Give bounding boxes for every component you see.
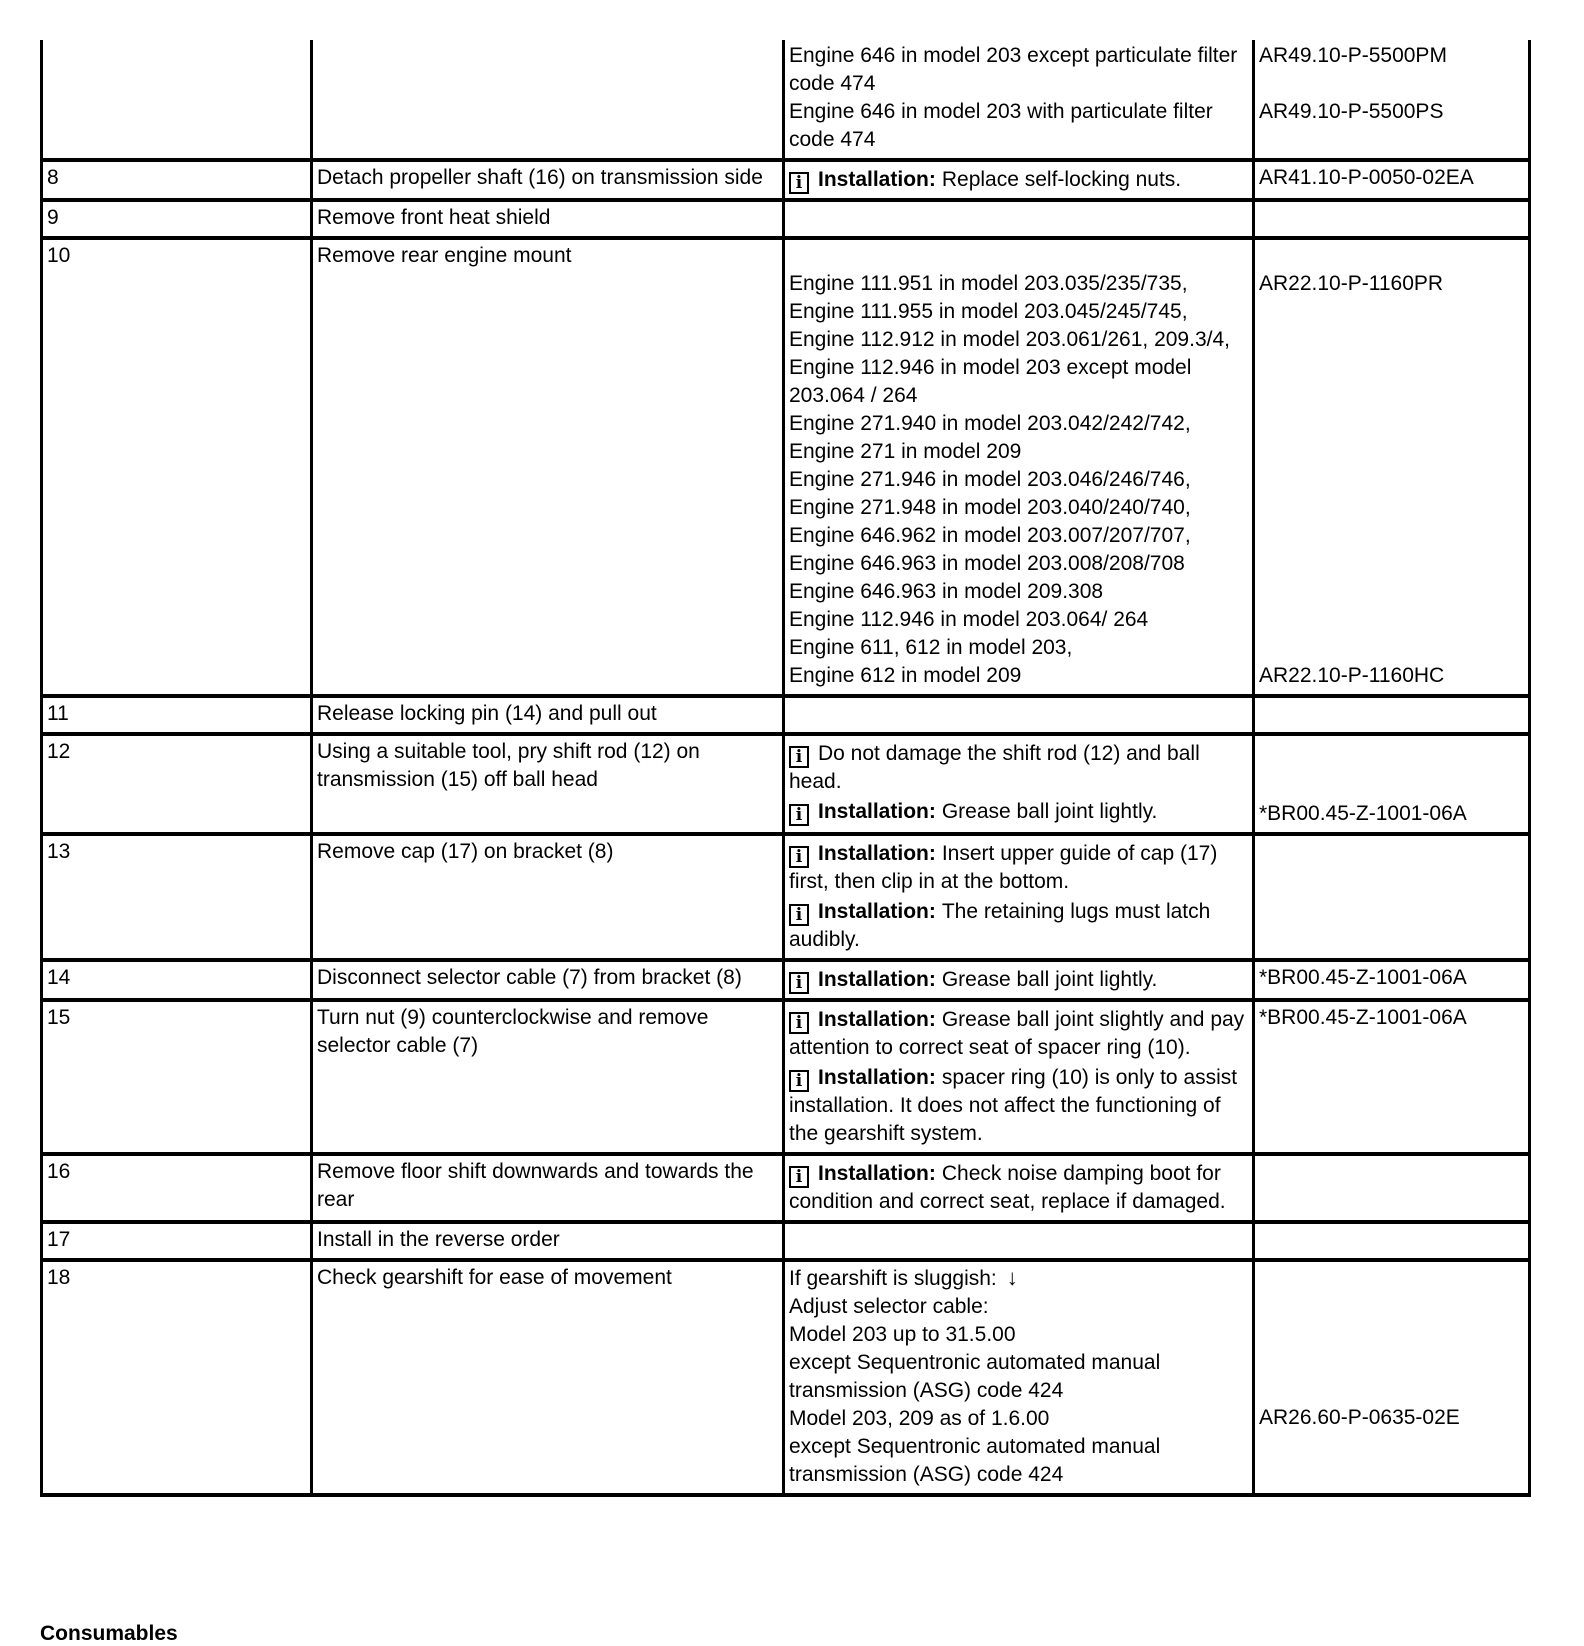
step-number: 17 [42, 1222, 312, 1260]
step-notes-cell [784, 1000, 1254, 1154]
step-ref-cell [1254, 834, 1530, 960]
step-action-cell [312, 40, 784, 160]
condition-line: If gearshift is sluggish: [789, 1267, 997, 1290]
table-row [42, 160, 1530, 200]
step-action: Remove front heat shield [312, 200, 784, 238]
engine-line: Engine 646.963 in model 203.008/208/708 [789, 552, 1185, 575]
installation-label: Installation: [818, 168, 936, 191]
step-ref-cell [1254, 1260, 1530, 1495]
note-text: spacer ring (10) is only to assist installation. It does not affect the functioning of the gearshift system. [789, 1066, 1238, 1145]
step-number: 10 [42, 238, 312, 696]
step-notes-cell [784, 960, 1254, 1000]
step-action: Check gearshift for ease of movement [312, 1260, 784, 1495]
step-action: Remove cap (17) on bracket (8) [312, 834, 784, 960]
step-notes-cell [784, 200, 1254, 238]
step-number: 18 [42, 1260, 312, 1495]
table-row [42, 1154, 1530, 1222]
step-ref-cell [1254, 960, 1530, 1000]
step-ref-cell [1254, 40, 1530, 160]
note-text: Grease ball joint slightly and pay attention to correct seat of spacer ring (10). [789, 1008, 1245, 1059]
step-action: Disconnect selector cable (7) from bracket (8) [312, 960, 784, 1000]
installation-label: Installation: [818, 900, 936, 923]
table-row [42, 1000, 1530, 1154]
step-ref-cell [1254, 160, 1530, 200]
engine-line: Engine 112.946 in model 203.064/ 264 [789, 608, 1149, 631]
condition-line: Model 203, 209 as of 1.6.00 [789, 1407, 1050, 1430]
step-notes-cell [784, 160, 1254, 200]
table-row [42, 238, 1530, 696]
step-action: Remove floor shift downwards and towards the rear [312, 1154, 784, 1222]
step-notes-cell [784, 40, 1254, 160]
reference-link[interactable]: *BR00.45-Z-1001-06A [1259, 802, 1467, 825]
condition-line: Model 203 up to 31.5.00 [789, 1323, 1016, 1346]
section-heading: Consumables [40, 1622, 178, 1645]
reference-link[interactable]: AR26.60-P-0635-02E [1259, 1406, 1460, 1429]
engine-line: Engine 271.948 in model 203.040/240/740, [789, 496, 1191, 519]
installation-label: Installation: [818, 800, 936, 823]
procedure-table [40, 40, 1531, 1497]
step-action: Remove rear engine mount [312, 238, 784, 696]
engine-line: Engine 112.946 in model 203 except model 203.064 / 264 [789, 356, 1192, 407]
note-text: Replace self-locking nuts. [941, 168, 1182, 191]
engine-line: Engine 612 in model 209 [789, 664, 1022, 687]
info-icon: i [789, 1166, 809, 1188]
step-action: Install in the reverse order [312, 1222, 784, 1260]
step-action: Using a suitable tool, pry shift rod (12) on transmission (15) off ball head [312, 734, 784, 834]
table-row [42, 200, 1530, 238]
table-row [42, 960, 1530, 1000]
engine-line: Engine 271 in model 209 [789, 440, 1022, 463]
engine-line: Engine 271.940 in model 203.042/242/742, [789, 412, 1191, 435]
info-icon: i [789, 746, 809, 768]
engine-line: Engine 271.946 in model 203.046/246/746, [789, 468, 1191, 491]
info-icon: i [789, 846, 809, 868]
condition-line: except Sequentronic automated manual transmission (ASG) code 424 [789, 1435, 1161, 1486]
step-notes-cell [784, 238, 1254, 696]
note-text: Insert upper guide of cap (17) first, then clip in at the bottom. [789, 842, 1218, 893]
reference-link[interactable]: AR22.10-P-1160HC [1259, 664, 1445, 687]
info-icon: i [789, 904, 809, 926]
info-icon: i [789, 972, 809, 994]
reference-link[interactable]: *BR00.45-Z-1001-06A [1259, 1006, 1467, 1029]
reference-link[interactable]: AR49.10-P-5500PS [1259, 100, 1444, 123]
step-number: 9 [42, 200, 312, 238]
step-notes-cell [784, 696, 1254, 734]
table-row [42, 834, 1530, 960]
step-number: 11 [42, 696, 312, 734]
engine-line: Engine 646.962 in model 203.007/207/707, [789, 524, 1191, 547]
engine-line: Engine 611, 612 in model 203, [789, 636, 1073, 659]
step-number: 8 [42, 160, 312, 200]
step-number: 16 [42, 1154, 312, 1222]
installation-label: Installation: [818, 1066, 936, 1089]
installation-label: Installation: [818, 842, 936, 865]
step-number: 13 [42, 834, 312, 960]
reference-link[interactable]: *BR00.45-Z-1001-06A [1259, 966, 1467, 989]
step-ref-cell [1254, 1222, 1530, 1260]
step-ref-cell [1254, 1154, 1530, 1222]
engine-line: Engine 112.912 in model 203.061/261, 209.3/4, [789, 328, 1230, 351]
step-ref-cell [1254, 1000, 1530, 1154]
table-row [42, 1222, 1530, 1260]
step-action: Turn nut (9) counterclockwise and remove selector cable (7) [312, 1000, 784, 1154]
table-row [42, 734, 1530, 834]
table-row [42, 696, 1530, 734]
note-text: The retaining lugs must latch audibly. [789, 900, 1211, 951]
reference-link[interactable]: AR41.10-P-0050-02EA [1259, 166, 1474, 189]
info-icon: i [789, 1012, 809, 1034]
installation-label: Installation: [818, 1008, 936, 1031]
arrow-down-icon: ↓ [1006, 1265, 1018, 1290]
step-ref-cell [1254, 734, 1530, 834]
step-notes-cell [784, 1154, 1254, 1222]
reference-link[interactable]: AR22.10-P-1160PR [1259, 272, 1444, 295]
step-ref-cell [1254, 696, 1530, 734]
step-number: 12 [42, 734, 312, 834]
note-text: Grease ball joint lightly. [941, 968, 1158, 991]
condition-line: Adjust selector cable: [789, 1295, 989, 1318]
engine-line: Engine 111.955 in model 203.045/245/745, [789, 300, 1188, 323]
table-row [42, 1260, 1530, 1495]
installation-label: Installation: [818, 968, 936, 991]
info-icon: i [789, 172, 809, 194]
step-notes-cell [784, 1260, 1254, 1495]
step-number-cell [42, 40, 312, 160]
note-text: Do not damage the shift rod (12) and ball head. [789, 742, 1200, 793]
step-notes-cell [784, 834, 1254, 960]
condition-line: Engine 646 in model 203 with particulate filter code 474 [789, 100, 1213, 151]
note-text: Check noise damping boot for condition and correct seat, replace if damaged. [789, 1162, 1226, 1213]
step-notes-cell [784, 1222, 1254, 1260]
condition-line: except Sequentronic automated manual transmission (ASG) code 424 [789, 1351, 1161, 1402]
step-number: 15 [42, 1000, 312, 1154]
step-action: Release locking pin (14) and pull out [312, 696, 784, 734]
step-notes-cell [784, 734, 1254, 834]
info-icon: i [789, 804, 809, 826]
reference-link[interactable]: AR49.10-P-5500PM [1259, 44, 1447, 67]
info-icon: i [789, 1070, 809, 1092]
note-text: Grease ball joint lightly. [941, 800, 1158, 823]
step-number: 14 [42, 960, 312, 1000]
step-ref-cell [1254, 238, 1530, 696]
table-row [42, 40, 1530, 160]
engine-line: Engine 646.963 in model 209.308 [789, 580, 1104, 603]
engine-line: Engine 111.951 in model 203.035/235/735, [789, 272, 1188, 295]
condition-line: Engine 646 in model 203 except particulate filter code 474 [789, 44, 1238, 95]
step-action: Detach propeller shaft (16) on transmission side [312, 160, 784, 200]
installation-label: Installation: [818, 1162, 936, 1185]
step-ref-cell [1254, 200, 1530, 238]
